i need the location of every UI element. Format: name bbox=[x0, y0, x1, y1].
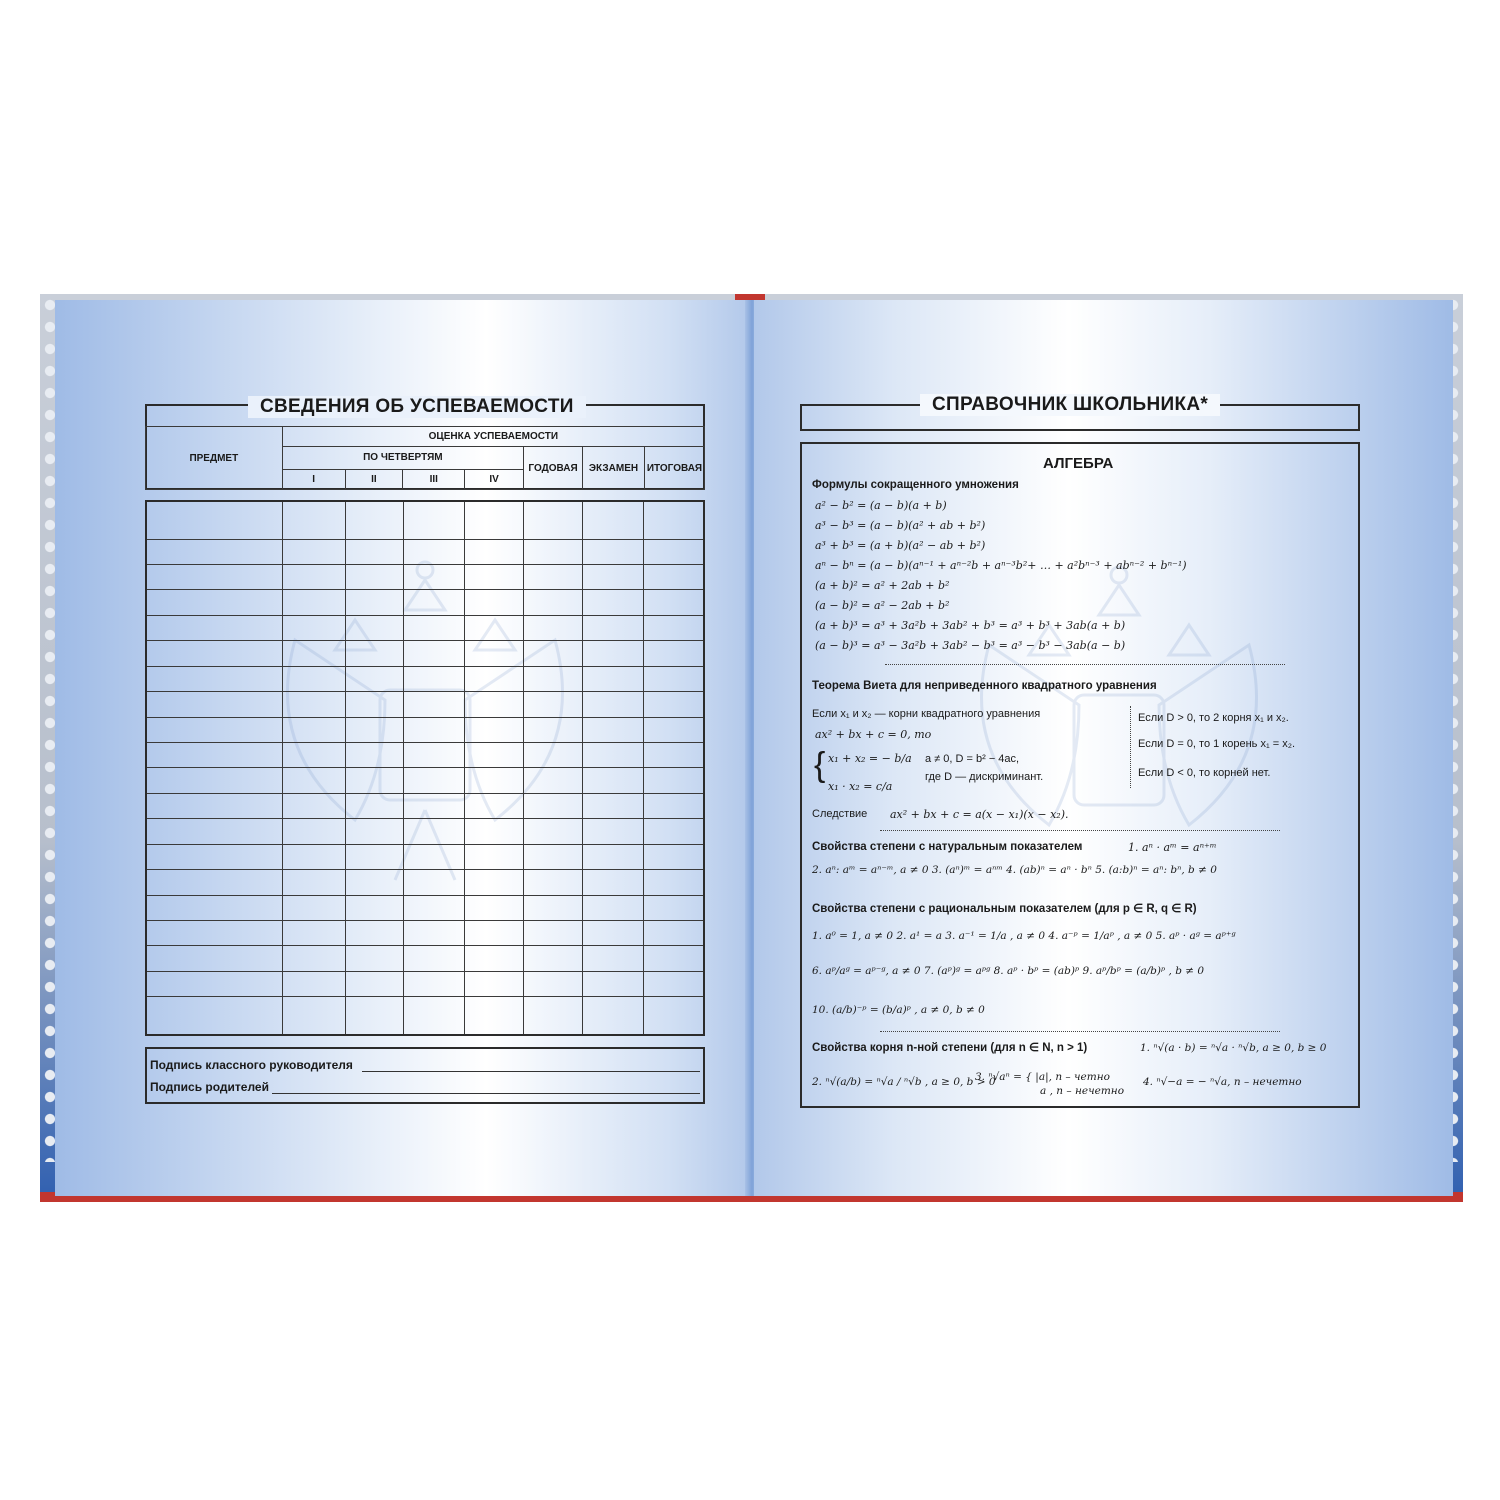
grade-cell[interactable] bbox=[582, 539, 644, 564]
grade-cell[interactable] bbox=[644, 590, 704, 615]
grade-cell[interactable] bbox=[146, 971, 283, 996]
table-row bbox=[146, 590, 704, 615]
vieta-cond-2: где D — дискриминант. bbox=[925, 771, 1044, 783]
grade-cell[interactable] bbox=[465, 717, 524, 742]
grade-cell[interactable] bbox=[582, 565, 644, 590]
grade-cell[interactable] bbox=[283, 501, 346, 539]
grade-cell[interactable] bbox=[146, 539, 283, 564]
grade-cell[interactable] bbox=[582, 971, 644, 996]
grade-cell[interactable] bbox=[345, 565, 403, 590]
grade-cell[interactable] bbox=[644, 920, 704, 945]
grade-cell[interactable] bbox=[403, 641, 465, 666]
grade-cell[interactable] bbox=[403, 501, 465, 539]
grade-cell[interactable] bbox=[146, 920, 283, 945]
grade-cell[interactable] bbox=[523, 641, 582, 666]
root-3a: 3. ⁿ√aⁿ = { |a|, n – четно bbox=[975, 1071, 1110, 1083]
formula-1: a² − b² = (a − b)(a + b) bbox=[815, 499, 947, 512]
grade-cell[interactable] bbox=[345, 743, 403, 768]
grade-cell[interactable] bbox=[465, 743, 524, 768]
grade-cell[interactable] bbox=[146, 590, 283, 615]
grade-cell[interactable] bbox=[403, 997, 465, 1035]
table-row bbox=[146, 641, 704, 666]
vieta-corollary: ax² + bx + c = a(x − x₁)(x − x₂). bbox=[890, 808, 1069, 821]
signature-frame bbox=[145, 1047, 705, 1104]
grade-cell[interactable] bbox=[644, 692, 704, 717]
grade-cell[interactable] bbox=[644, 819, 704, 844]
table-row bbox=[146, 539, 704, 564]
formula-7: (a + b)³ = a³ + 3a²b + 3ab² + b³ = a³ + b³ + 3ab(a + b) bbox=[815, 619, 1126, 632]
grade-cell[interactable] bbox=[345, 946, 403, 971]
sig-parents-label: Подпись родителей bbox=[150, 1080, 269, 1094]
grade-cell[interactable] bbox=[523, 743, 582, 768]
grade-cell[interactable] bbox=[146, 895, 283, 920]
quarter-3: III bbox=[403, 469, 465, 489]
vieta-result-1: Если D > 0, то 2 корня x₁ и x₂. bbox=[1138, 712, 1289, 724]
col-subject: ПРЕДМЕТ bbox=[146, 427, 283, 490]
grade-cell[interactable] bbox=[644, 641, 704, 666]
grade-cell[interactable] bbox=[345, 870, 403, 895]
grade-cell[interactable] bbox=[465, 870, 524, 895]
table-row bbox=[146, 768, 704, 793]
table-row bbox=[146, 844, 704, 869]
grade-cell[interactable] bbox=[465, 971, 524, 996]
grade-cell[interactable] bbox=[523, 717, 582, 742]
formula-2: a³ − b³ = (a − b)(a² + ab + b²) bbox=[815, 519, 986, 532]
grades-table bbox=[145, 500, 705, 1036]
grade-cell[interactable] bbox=[345, 920, 403, 945]
grade-cell[interactable] bbox=[582, 615, 644, 640]
sig-teacher-label: Подпись классного руководителя bbox=[150, 1058, 353, 1072]
grade-cell[interactable] bbox=[644, 666, 704, 691]
grade-cell[interactable] bbox=[582, 768, 644, 793]
table-row bbox=[146, 819, 704, 844]
grade-cell[interactable] bbox=[465, 641, 524, 666]
grade-cell[interactable] bbox=[403, 819, 465, 844]
grade-cell[interactable] bbox=[582, 844, 644, 869]
formula-5: (a + b)² = a² + 2ab + b² bbox=[815, 579, 950, 592]
grade-cell[interactable] bbox=[465, 692, 524, 717]
root-3b: a , n – нечетно bbox=[1040, 1085, 1125, 1097]
grade-cell[interactable] bbox=[465, 997, 524, 1035]
grade-cell[interactable] bbox=[403, 743, 465, 768]
formula-4: aⁿ − bⁿ = (a − b)(aⁿ⁻¹ + aⁿ⁻²b + aⁿ⁻³b²+ … + a²bⁿ⁻³ + abⁿ⁻² + bⁿ⁻¹) bbox=[815, 559, 1187, 572]
table-row bbox=[146, 793, 704, 818]
grade-cell[interactable] bbox=[283, 743, 346, 768]
grade-cell[interactable] bbox=[582, 895, 644, 920]
grade-cell[interactable] bbox=[283, 946, 346, 971]
grade-cell[interactable] bbox=[644, 971, 704, 996]
table-row bbox=[146, 666, 704, 691]
grade-cell[interactable] bbox=[523, 666, 582, 691]
grade-cell[interactable] bbox=[403, 920, 465, 945]
vieta-corollary-label: Следствие bbox=[812, 808, 868, 820]
rational-power-1: 1. a⁰ = 1, a ≠ 0 2. a¹ = a 3. a⁻¹ = 1/a , a ≠ 0 4. a⁻ᵖ = 1/aᵖ , a ≠ 0 5. aᵖ · aᵍ = aᵖ⁺ᵍ bbox=[812, 930, 1236, 942]
formula-6: (a − b)² = a² − 2ab + b² bbox=[815, 599, 950, 612]
grade-cell[interactable] bbox=[465, 590, 524, 615]
grade-cell[interactable] bbox=[465, 615, 524, 640]
vieta-result-2: Если D = 0, то 1 корень x₁ = x₂. bbox=[1138, 738, 1296, 750]
grade-cell[interactable] bbox=[345, 768, 403, 793]
grade-cell[interactable] bbox=[345, 717, 403, 742]
grade-cell[interactable] bbox=[345, 641, 403, 666]
vieta-line-1: Если x₁ и x₂ — корни квадратного уравнения bbox=[812, 708, 1041, 720]
grade-cell[interactable] bbox=[345, 819, 403, 844]
grade-cell[interactable] bbox=[523, 844, 582, 869]
grade-cell[interactable] bbox=[345, 615, 403, 640]
grade-cell[interactable] bbox=[146, 768, 283, 793]
grade-cell[interactable] bbox=[465, 895, 524, 920]
grade-cell[interactable] bbox=[146, 793, 283, 818]
grade-cell[interactable] bbox=[644, 946, 704, 971]
page-title: СВЕДЕНИЯ ОБ УСПЕВАЕМОСТИ bbox=[248, 396, 586, 418]
table-row bbox=[146, 895, 704, 920]
grade-cell[interactable] bbox=[345, 590, 403, 615]
grade-cell[interactable] bbox=[283, 590, 346, 615]
table-row bbox=[146, 971, 704, 996]
grade-cell[interactable] bbox=[582, 717, 644, 742]
grade-cell[interactable] bbox=[283, 717, 346, 742]
heading-natural-power: Свойства степени с натуральным показателем bbox=[812, 841, 1083, 853]
heading-short-mult: Формулы сокращенного умножения bbox=[812, 479, 1019, 491]
grade-cell[interactable] bbox=[582, 666, 644, 691]
divider bbox=[880, 830, 1280, 831]
grade-cell[interactable] bbox=[465, 501, 524, 539]
grade-cell[interactable] bbox=[345, 844, 403, 869]
grade-cell[interactable] bbox=[345, 692, 403, 717]
grade-cell[interactable] bbox=[644, 501, 704, 539]
grade-cell[interactable] bbox=[283, 971, 346, 996]
grade-cell[interactable] bbox=[345, 501, 403, 539]
grade-cell[interactable] bbox=[465, 539, 524, 564]
grade-cell[interactable] bbox=[523, 615, 582, 640]
col-quarters: ПО ЧЕТВЕРТЯМ bbox=[282, 447, 523, 469]
grade-cell[interactable] bbox=[465, 844, 524, 869]
grade-cell[interactable] bbox=[644, 615, 704, 640]
root-2: 2. ⁿ√(a/b) = ⁿ√a / ⁿ√b , a ≥ 0, b > 0 bbox=[812, 1076, 996, 1088]
table-row bbox=[146, 717, 704, 742]
grade-cell[interactable] bbox=[523, 895, 582, 920]
grade-cell[interactable] bbox=[283, 666, 346, 691]
col-year: ГОДОВАЯ bbox=[524, 447, 583, 490]
grade-cell[interactable] bbox=[523, 997, 582, 1035]
grade-cell[interactable] bbox=[644, 717, 704, 742]
grade-cell[interactable] bbox=[465, 920, 524, 945]
grade-cell[interactable] bbox=[283, 895, 346, 920]
grade-cell[interactable] bbox=[644, 870, 704, 895]
vieta-cond-1: a ≠ 0, D = b² − 4ac, bbox=[925, 753, 1020, 765]
grade-cell[interactable] bbox=[403, 717, 465, 742]
grade-cell[interactable] bbox=[644, 768, 704, 793]
grade-cell[interactable] bbox=[345, 793, 403, 818]
rational-power-2: 6. aᵖ/aᵍ = aᵖ⁻ᵍ, a ≠ 0 7. (aᵖ)ᵍ = aᵖᵍ 8. aᵖ · bᵖ = (ab)ᵖ 9. aᵖ/bᵖ = (a/b)ᵖ , b ≠ 0 bbox=[812, 965, 1205, 977]
grade-cell[interactable] bbox=[283, 997, 346, 1035]
grade-cell[interactable] bbox=[523, 971, 582, 996]
grade-cell[interactable] bbox=[403, 565, 465, 590]
grade-cell[interactable] bbox=[523, 793, 582, 818]
grade-cell[interactable] bbox=[403, 615, 465, 640]
grade-cell[interactable] bbox=[283, 565, 346, 590]
grade-cell[interactable] bbox=[523, 920, 582, 945]
grade-cell[interactable] bbox=[523, 946, 582, 971]
grade-cell[interactable] bbox=[582, 793, 644, 818]
divider bbox=[880, 1031, 1280, 1032]
grade-cell[interactable] bbox=[582, 501, 644, 539]
vieta-result-3: Если D < 0, то корней нет. bbox=[1138, 767, 1271, 779]
grade-cell[interactable] bbox=[146, 641, 283, 666]
section-title: АЛГЕБРА bbox=[1043, 455, 1114, 472]
vieta-brace: { bbox=[814, 746, 826, 784]
grade-cell[interactable] bbox=[283, 692, 346, 717]
vieta-separator bbox=[1130, 706, 1131, 788]
grade-cell[interactable] bbox=[644, 793, 704, 818]
grade-cell[interactable] bbox=[283, 641, 346, 666]
grade-cell[interactable] bbox=[283, 615, 346, 640]
grade-cell[interactable] bbox=[403, 870, 465, 895]
grade-cell[interactable] bbox=[345, 895, 403, 920]
grade-cell[interactable] bbox=[465, 793, 524, 818]
grade-cell[interactable] bbox=[465, 666, 524, 691]
grade-cell[interactable] bbox=[345, 997, 403, 1035]
grade-cell[interactable] bbox=[582, 692, 644, 717]
grade-cell[interactable] bbox=[523, 768, 582, 793]
grade-cell[interactable] bbox=[146, 717, 283, 742]
grade-cell[interactable] bbox=[644, 895, 704, 920]
table-row bbox=[146, 743, 704, 768]
grade-cell[interactable] bbox=[345, 971, 403, 996]
table-row bbox=[146, 920, 704, 945]
grade-cell[interactable] bbox=[403, 895, 465, 920]
grade-cell[interactable] bbox=[465, 819, 524, 844]
grade-cell[interactable] bbox=[523, 870, 582, 895]
grade-cell[interactable] bbox=[403, 666, 465, 691]
vieta-sys-2: x₁ · x₂ = c/a bbox=[828, 780, 893, 793]
grade-cell[interactable] bbox=[644, 997, 704, 1035]
grade-cell[interactable] bbox=[465, 768, 524, 793]
grade-cell[interactable] bbox=[465, 565, 524, 590]
grade-cell[interactable] bbox=[465, 946, 524, 971]
grade-cell[interactable] bbox=[345, 539, 403, 564]
grade-cell[interactable] bbox=[582, 590, 644, 615]
grade-cell[interactable] bbox=[146, 743, 283, 768]
grade-cell[interactable] bbox=[644, 539, 704, 564]
grade-cell[interactable] bbox=[403, 844, 465, 869]
grade-cell[interactable] bbox=[523, 819, 582, 844]
grade-cell[interactable] bbox=[582, 819, 644, 844]
heading-rational-power: Свойства степени с рациональным показателем (для p ∈ R, q ∈ R) bbox=[812, 903, 1197, 915]
grade-cell[interactable] bbox=[345, 666, 403, 691]
grade-cell[interactable] bbox=[582, 641, 644, 666]
root-1: 1. ⁿ√(a · b) = ⁿ√a · ⁿ√b, a ≥ 0, b ≥ 0 bbox=[1140, 1042, 1327, 1054]
grade-cell[interactable] bbox=[146, 946, 283, 971]
vieta-sys-1: x₁ + x₂ = − b/a bbox=[828, 752, 912, 765]
root-4: 4. ⁿ√−a = − ⁿ√a, n – нечетно bbox=[1143, 1076, 1302, 1088]
grade-cell[interactable] bbox=[403, 971, 465, 996]
grade-cell[interactable] bbox=[523, 590, 582, 615]
table-row bbox=[146, 501, 704, 539]
grade-cell[interactable] bbox=[644, 844, 704, 869]
quarter-1: I bbox=[282, 469, 345, 489]
table-row bbox=[146, 946, 704, 971]
rational-power-3: 10. (a/b)⁻ᵖ = (b/a)ᵖ , a ≠ 0, b ≠ 0 bbox=[812, 1004, 985, 1016]
grade-cell[interactable] bbox=[283, 539, 346, 564]
grade-cell[interactable] bbox=[146, 819, 283, 844]
grade-cell[interactable] bbox=[582, 997, 644, 1035]
grade-cell[interactable] bbox=[146, 501, 283, 539]
grade-cell[interactable] bbox=[403, 793, 465, 818]
grade-cell[interactable] bbox=[283, 768, 346, 793]
grade-cell[interactable] bbox=[523, 539, 582, 564]
table-row bbox=[146, 565, 704, 590]
grade-cell[interactable] bbox=[523, 692, 582, 717]
grade-cell[interactable] bbox=[582, 920, 644, 945]
heading-vieta: Теорема Виета для неприведенного квадратного уравнения bbox=[812, 680, 1157, 692]
col-grade: ОЦЕНКА УСПЕВАЕМОСТИ bbox=[282, 427, 704, 447]
grade-cell[interactable] bbox=[283, 793, 346, 818]
grade-cell[interactable] bbox=[582, 870, 644, 895]
grade-cell[interactable] bbox=[283, 819, 346, 844]
sig-parents-line[interactable] bbox=[272, 1093, 700, 1094]
grade-cell[interactable] bbox=[403, 539, 465, 564]
grade-cell[interactable] bbox=[403, 768, 465, 793]
grade-cell[interactable] bbox=[644, 565, 704, 590]
reference-title: СПРАВОЧНИК ШКОЛЬНИКА* bbox=[920, 394, 1220, 416]
grade-cell[interactable] bbox=[146, 844, 283, 869]
grade-cell[interactable] bbox=[146, 692, 283, 717]
grade-cell[interactable] bbox=[523, 501, 582, 539]
table-row bbox=[146, 870, 704, 895]
grade-cell[interactable] bbox=[146, 997, 283, 1035]
table-row bbox=[146, 997, 704, 1035]
grade-cell[interactable] bbox=[403, 590, 465, 615]
formula-8: (a − b)³ = a³ − 3a²b + 3ab² − b³ = a³ − b³ − 3ab(a − b) bbox=[815, 639, 1126, 652]
grades-header-table bbox=[145, 426, 705, 490]
grade-cell[interactable] bbox=[582, 946, 644, 971]
heading-root: Свойства корня n-ной степени (для n ∈ N, n > 1) bbox=[812, 1042, 1088, 1054]
divider bbox=[885, 664, 1285, 665]
sig-teacher-line[interactable] bbox=[362, 1071, 700, 1072]
formula-3: a³ + b³ = (a + b)(a² − ab + b²) bbox=[815, 539, 986, 552]
quarter-2: II bbox=[345, 469, 403, 489]
grade-cell[interactable] bbox=[523, 565, 582, 590]
natural-power-2: 2. aⁿ: aᵐ = aⁿ⁻ᵐ, a ≠ 0 3. (aⁿ)ᵐ = aⁿᵐ 4. (ab)ⁿ = aⁿ · bⁿ 5. (a:b)ⁿ = aⁿ: bⁿ, b ≠ 0 bbox=[812, 864, 1217, 876]
table-row bbox=[146, 615, 704, 640]
grade-cell[interactable] bbox=[283, 844, 346, 869]
table-row bbox=[146, 692, 704, 717]
quarter-4: IV bbox=[465, 469, 524, 489]
grade-cell[interactable] bbox=[146, 565, 283, 590]
natural-power-1: 1. aⁿ · aᵐ = aⁿ⁺ᵐ bbox=[1128, 841, 1217, 854]
grade-cell[interactable] bbox=[403, 946, 465, 971]
grade-cell[interactable] bbox=[403, 692, 465, 717]
grade-cell[interactable] bbox=[146, 870, 283, 895]
grade-cell[interactable] bbox=[283, 920, 346, 945]
grade-cell[interactable] bbox=[146, 666, 283, 691]
grade-cell[interactable] bbox=[582, 743, 644, 768]
grade-cell[interactable] bbox=[283, 870, 346, 895]
col-exam: ЭКЗАМЕН bbox=[583, 447, 645, 490]
grade-cell[interactable] bbox=[146, 615, 283, 640]
grade-cell[interactable] bbox=[644, 743, 704, 768]
vieta-line-2: ax² + bx + c = 0, то bbox=[815, 728, 932, 741]
col-final: ИТОГОВАЯ bbox=[644, 447, 704, 490]
